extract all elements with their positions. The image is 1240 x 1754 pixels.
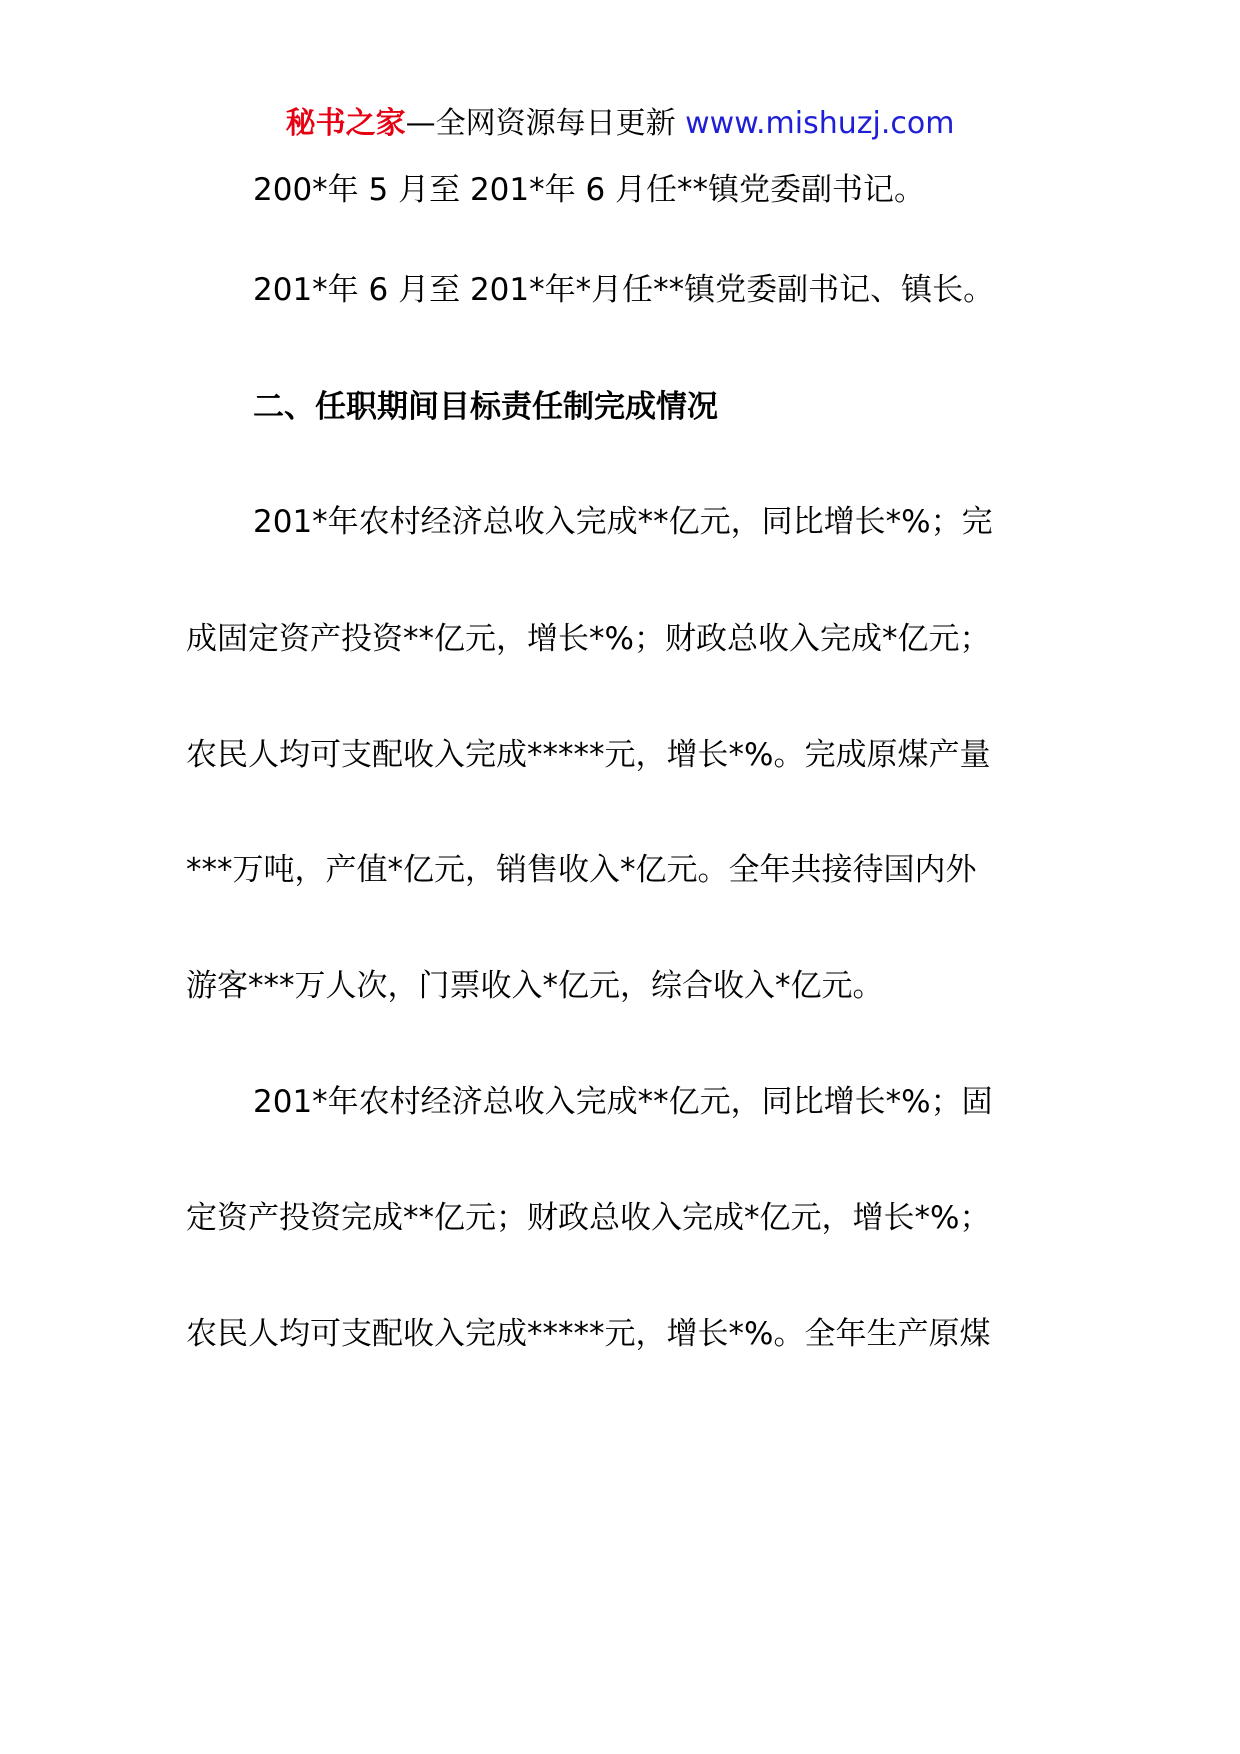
appointment-line-2: 201*年 6 月至 201*年*月任**镇党委副书记、镇长。: [253, 272, 995, 308]
site-url-link[interactable]: www.mishuzj.com: [685, 106, 955, 141]
paragraph-line: 农民人均可支配收入完成*****元，增长*%。完成原煤产量: [186, 737, 991, 773]
paragraph-line: 201*年农村经济总收入完成**亿元，同比增长*%；固: [253, 1084, 993, 1120]
paragraph-line: ***万吨，产值*亿元，销售收入*亿元。全年共接待国内外: [186, 852, 977, 888]
site-header: [0, 100, 1240, 148]
brand-name: 秘书之家: [285, 106, 406, 141]
paragraph-line: 农民人均可支配收入完成*****元，增长*%。全年生产原煤: [186, 1316, 991, 1352]
paragraph-line: 游客***万人次，门票收入*亿元，综合收入*亿元。: [186, 968, 884, 1004]
paragraph-line: 201*年农村经济总收入完成**亿元，同比增长*%；完: [253, 504, 993, 540]
section-heading: 二、任职期间目标责任制完成情况: [253, 389, 718, 425]
appointment-line-1: 200*年 5 月至 201*年 6 月任**镇党委副书记。: [253, 172, 926, 208]
header-tagline: —全网资源每日更新: [405, 106, 686, 141]
paragraph-line: 定资产投资完成**亿元；财政总收入完成*亿元，增长*%；: [186, 1200, 991, 1236]
paragraph-line: 成固定资产投资**亿元，增长*%；财政总收入完成*亿元；: [186, 621, 991, 657]
